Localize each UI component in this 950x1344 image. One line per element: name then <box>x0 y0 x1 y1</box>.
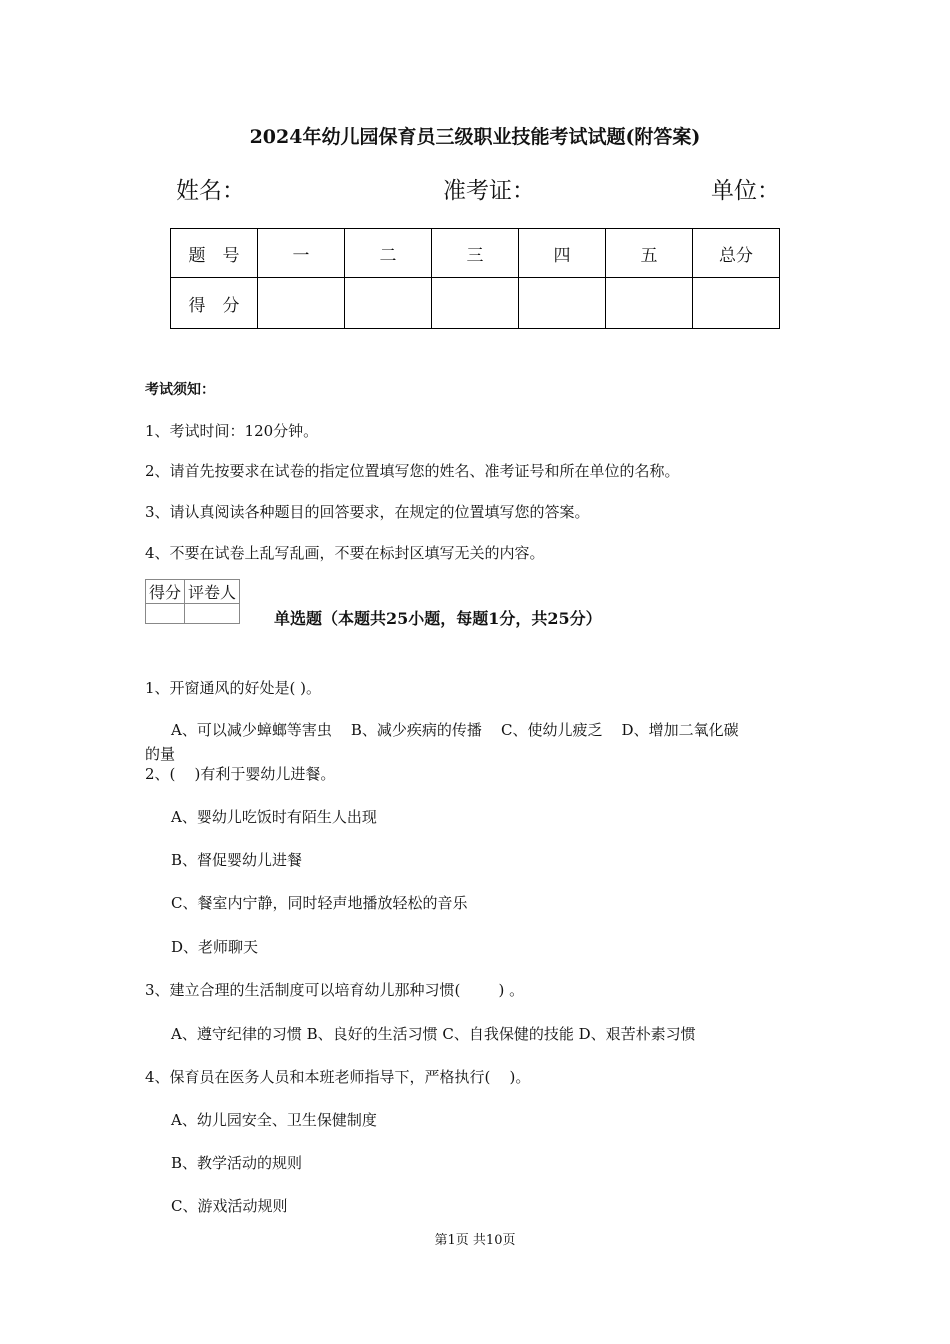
notice-heading: 考试须知： <box>145 382 215 398</box>
score-table-score-row <box>171 278 780 329</box>
grader-name-cell[interactable] <box>185 604 240 624</box>
question-2-option-a: A、婴幼儿吃饭时有陌生人出现 <box>171 808 377 826</box>
grader-name-label: 评卷人 <box>185 580 240 604</box>
question-2-option-b: B、督促婴幼儿进餐 <box>171 851 303 869</box>
score-cell[interactable] <box>606 278 693 329</box>
question-4: 4、保育员在医务人员和本班老师指导下，严格执行( )。 <box>145 1068 531 1086</box>
score-table-header-cell: 总分 <box>693 229 780 278</box>
question-4-option-c: C、游戏活动规则 <box>171 1197 288 1215</box>
score-cell[interactable] <box>693 278 780 329</box>
score-table-header-row <box>171 229 780 278</box>
notice-item: 3、请认真阅读各种题目的回答要求，在规定的位置填写您的答案。 <box>145 503 590 521</box>
score-table-header-cell: 四 <box>519 229 606 278</box>
grader-score-cell[interactable] <box>146 604 185 624</box>
grader-box <box>145 579 240 624</box>
score-table-header-cell: 五 <box>606 229 693 278</box>
notice-item: 1、考试时间：120分钟。 <box>145 422 319 440</box>
question-2: 2、( )有利于婴幼儿进餐。 <box>145 765 336 783</box>
score-table-header-cell: 三 <box>432 229 519 278</box>
unit-field-label: 单位： <box>711 178 780 204</box>
score-cell[interactable] <box>345 278 432 329</box>
name-field-label: 姓名： <box>176 178 245 204</box>
score-table-header-cell: 题 号 <box>171 229 258 278</box>
question-2-option-d: D、老师聊天 <box>171 938 259 956</box>
page-footer: 第1页 共10页 <box>434 1233 516 1248</box>
question-3-options: A、遵守纪律的习惯 B、良好的生活习惯 C、自我保健的技能 D、艰苦朴素习惯 <box>171 1025 696 1043</box>
score-table-header-cell: 一 <box>258 229 345 278</box>
question-4-option-b: B、教学活动的规则 <box>171 1154 303 1172</box>
score-cell[interactable] <box>432 278 519 329</box>
question-1: 1、开窗通风的好处是( )。 <box>145 679 322 697</box>
grader-score-label: 得分 <box>146 580 185 604</box>
exam-id-field-label: 准考证： <box>443 178 535 204</box>
notice-item: 2、请首先按要求在试卷的指定位置填写您的姓名、准考证号和所在单位的名称。 <box>145 462 680 480</box>
score-cell[interactable] <box>519 278 606 329</box>
score-table <box>170 228 780 329</box>
score-table-header-cell: 二 <box>345 229 432 278</box>
question-1-options-cont: 的量 <box>145 745 176 763</box>
document-title: 2024年幼儿园保育员三级职业技能考试试题(附答案) <box>249 126 701 148</box>
section-title: 单选题（本题共25小题，每题1分，共25分） <box>274 609 602 628</box>
question-3: 3、建立合理的生活制度可以培育幼儿那种习惯( ) 。 <box>145 981 525 999</box>
score-cell[interactable] <box>258 278 345 329</box>
question-1-options: A、可以减少蟑螂等害虫 B、减少疾病的传播 C、使幼儿疲乏 D、增加二氧化碳 <box>171 721 739 739</box>
notice-item: 4、不要在试卷上乱写乱画，不要在标封区填写无关的内容。 <box>145 544 545 562</box>
score-row-label: 得 分 <box>171 278 258 329</box>
question-4-option-a: A、幼儿园安全、卫生保健制度 <box>171 1111 377 1129</box>
question-2-option-c: C、餐室内宁静，同时轻声地播放轻松的音乐 <box>171 894 468 912</box>
